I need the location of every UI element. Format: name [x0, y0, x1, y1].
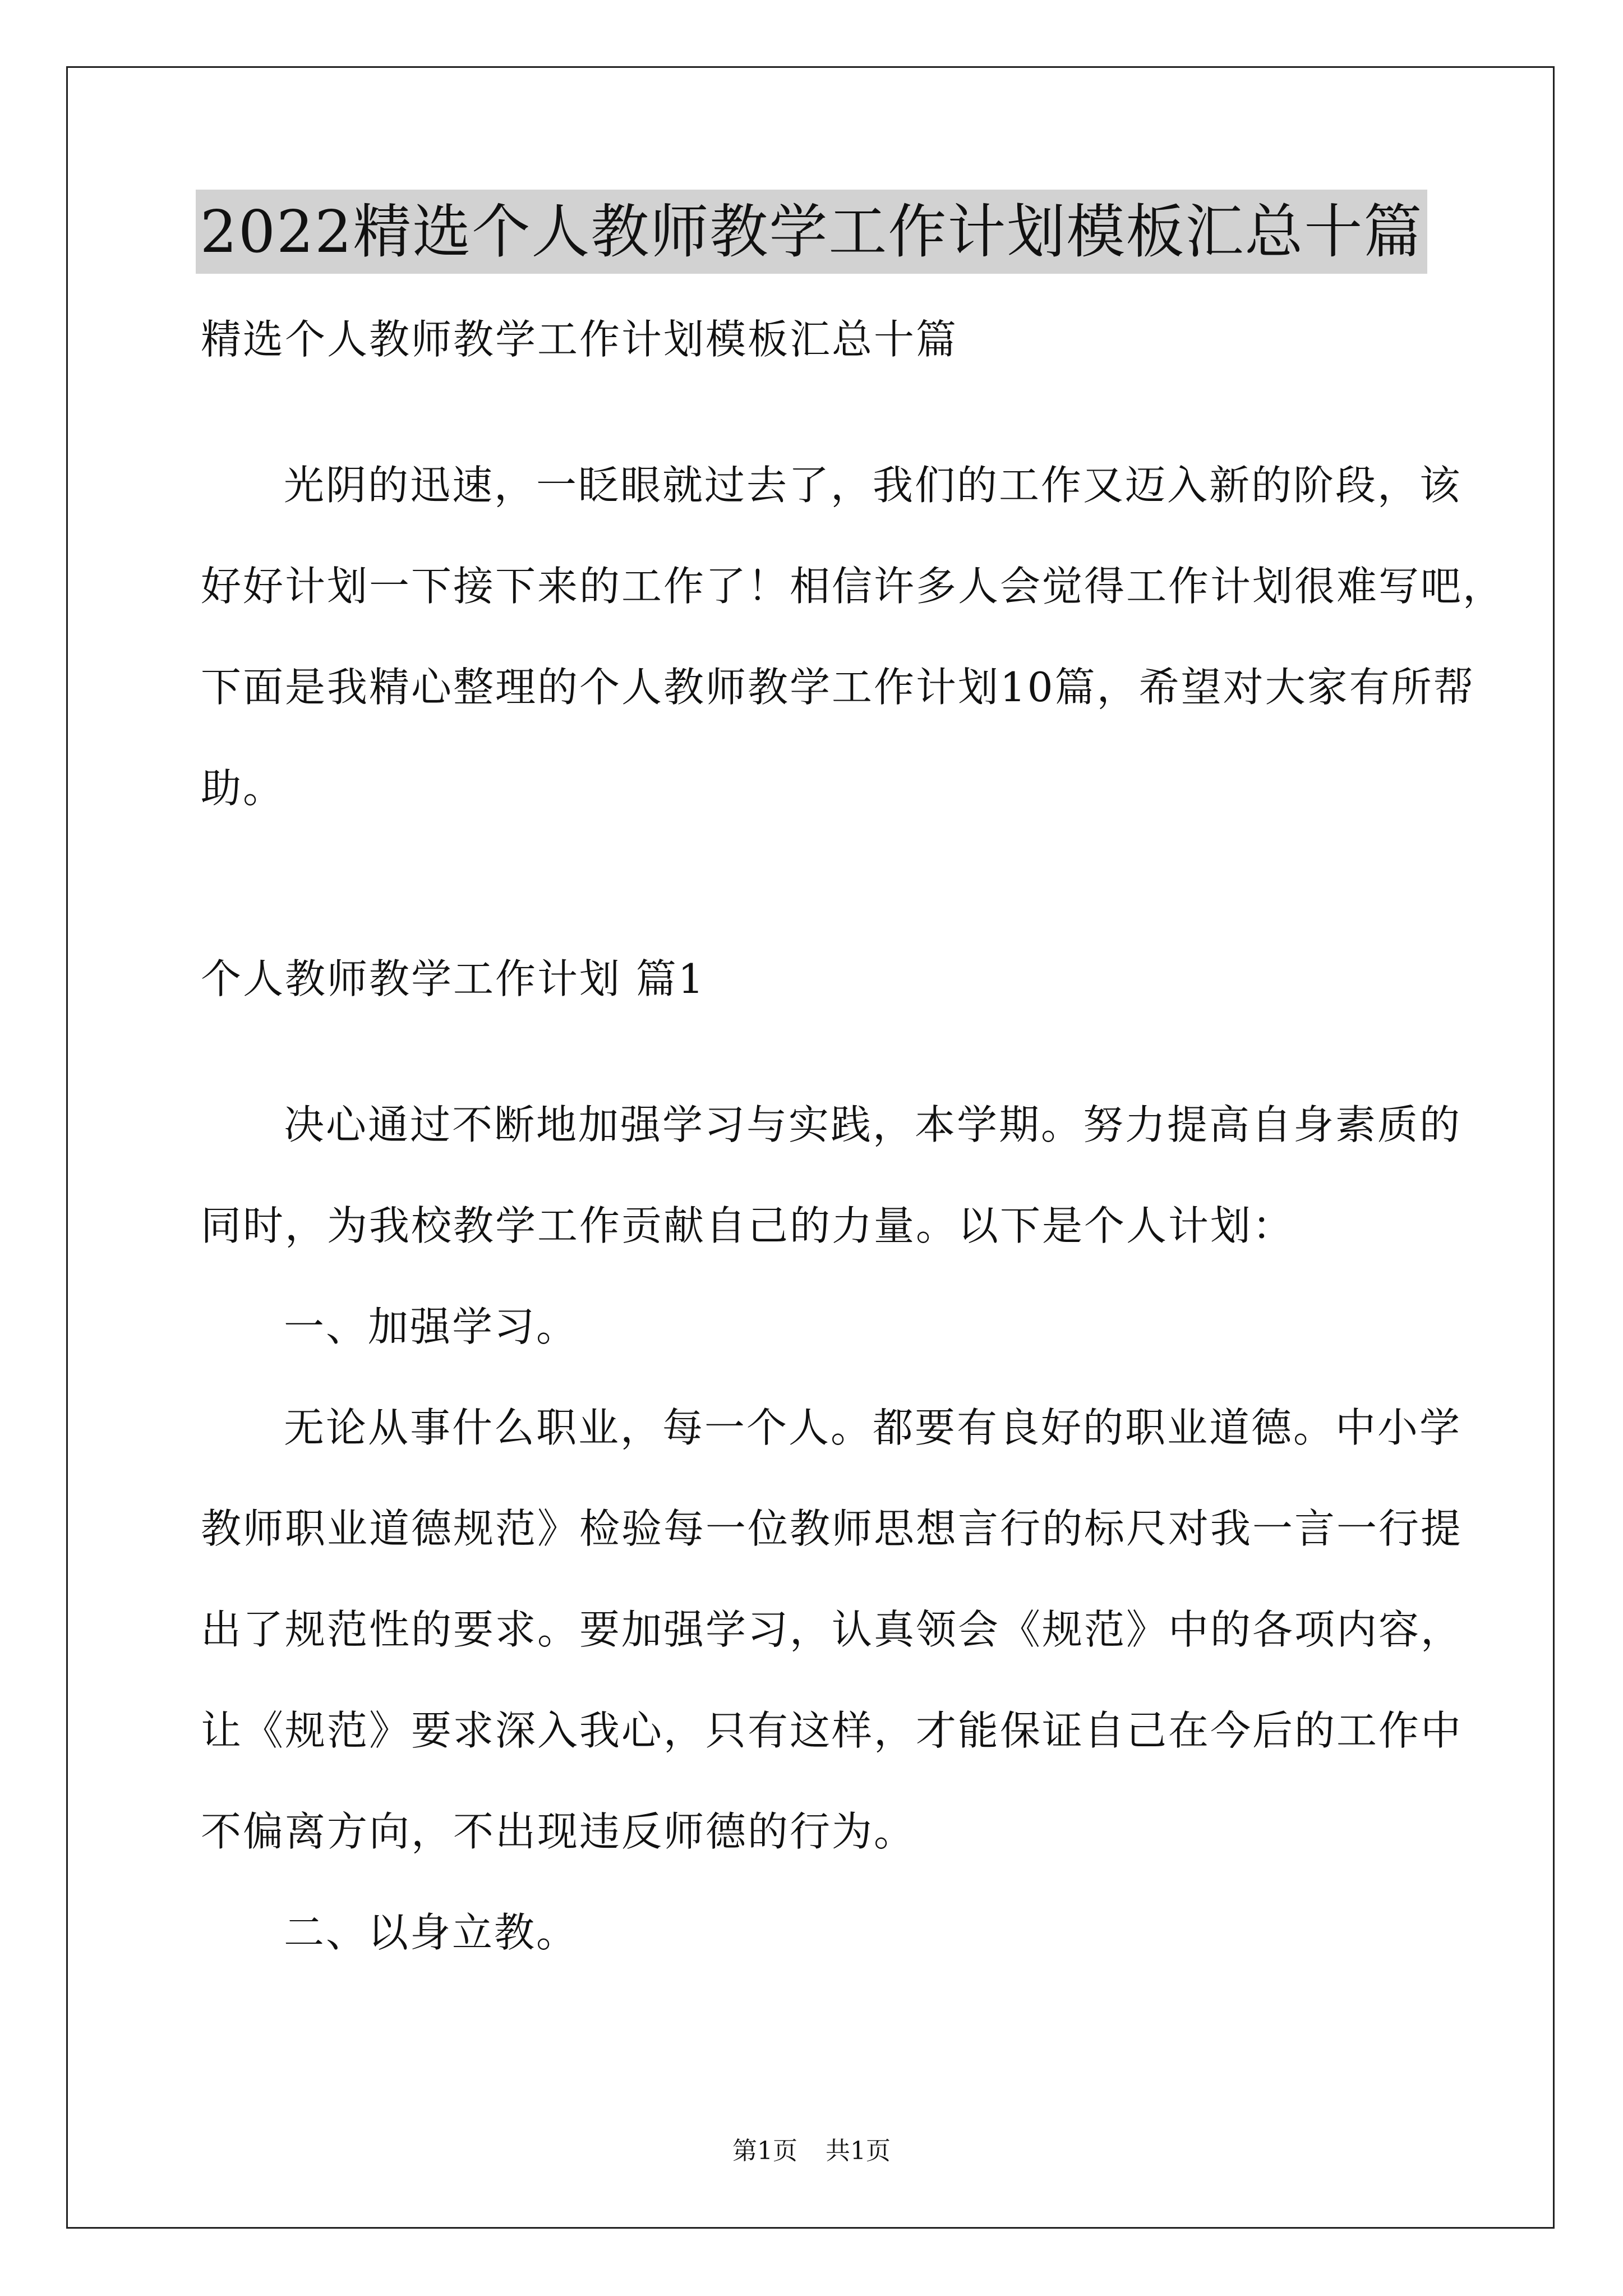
- paragraph-line: 好好计划一下接下来的工作了！相信许多人会觉得工作计划很难写吧，: [201, 563, 1505, 610]
- paragraph-line: 助。: [201, 765, 285, 812]
- subtitle-line: 精选个人教师教学工作计划模板汇总十篇: [201, 316, 958, 363]
- paragraph-line: 同时，为我校教学工作贡献自己的力量。以下是个人计划：: [201, 1202, 1295, 1249]
- page-footer: [0, 2134, 1623, 2168]
- document-title: 2022精选个人教师教学工作计划模板汇总十篇: [196, 190, 1428, 274]
- subheading-line: 一、加强学习。: [284, 1303, 579, 1350]
- paragraph-line: 让《规范》要求深入我心，只有这样，才能保证自己在今后的工作中: [201, 1707, 1463, 1754]
- paragraph-line: 教师职业道德规范》检验每一位教师思想言行的标尺对我一言一行提: [201, 1505, 1463, 1552]
- page-number: 第1页: [732, 2137, 797, 2165]
- subheading-line: 二、以身立教。: [284, 1909, 579, 1956]
- paragraph-line: 出了规范性的要求。要加强学习，认真领会《规范》中的各项内容，: [201, 1606, 1463, 1653]
- section-heading: 个人教师教学工作计划 篇1: [201, 955, 706, 1002]
- paragraph-line: 无论从事什么职业，每一个人。都要有良好的职业道德。中小学: [284, 1404, 1462, 1451]
- page-total: 共1页: [826, 2137, 891, 2165]
- title-container: [0, 190, 1623, 274]
- paragraph-line: 决心通过不断地加强学习与实践，本学期。努力提高自身素质的: [284, 1101, 1462, 1148]
- paragraph-line: 不偏离方向，不出现违反师德的行为。: [201, 1808, 916, 1855]
- paragraph-line: 下面是我精心整理的个人教师教学工作计划10篇，希望对大家有所帮: [201, 664, 1476, 711]
- paragraph-line: 光阴的迅速，一眨眼就过去了，我们的工作又迈入新的阶段，该: [284, 462, 1462, 509]
